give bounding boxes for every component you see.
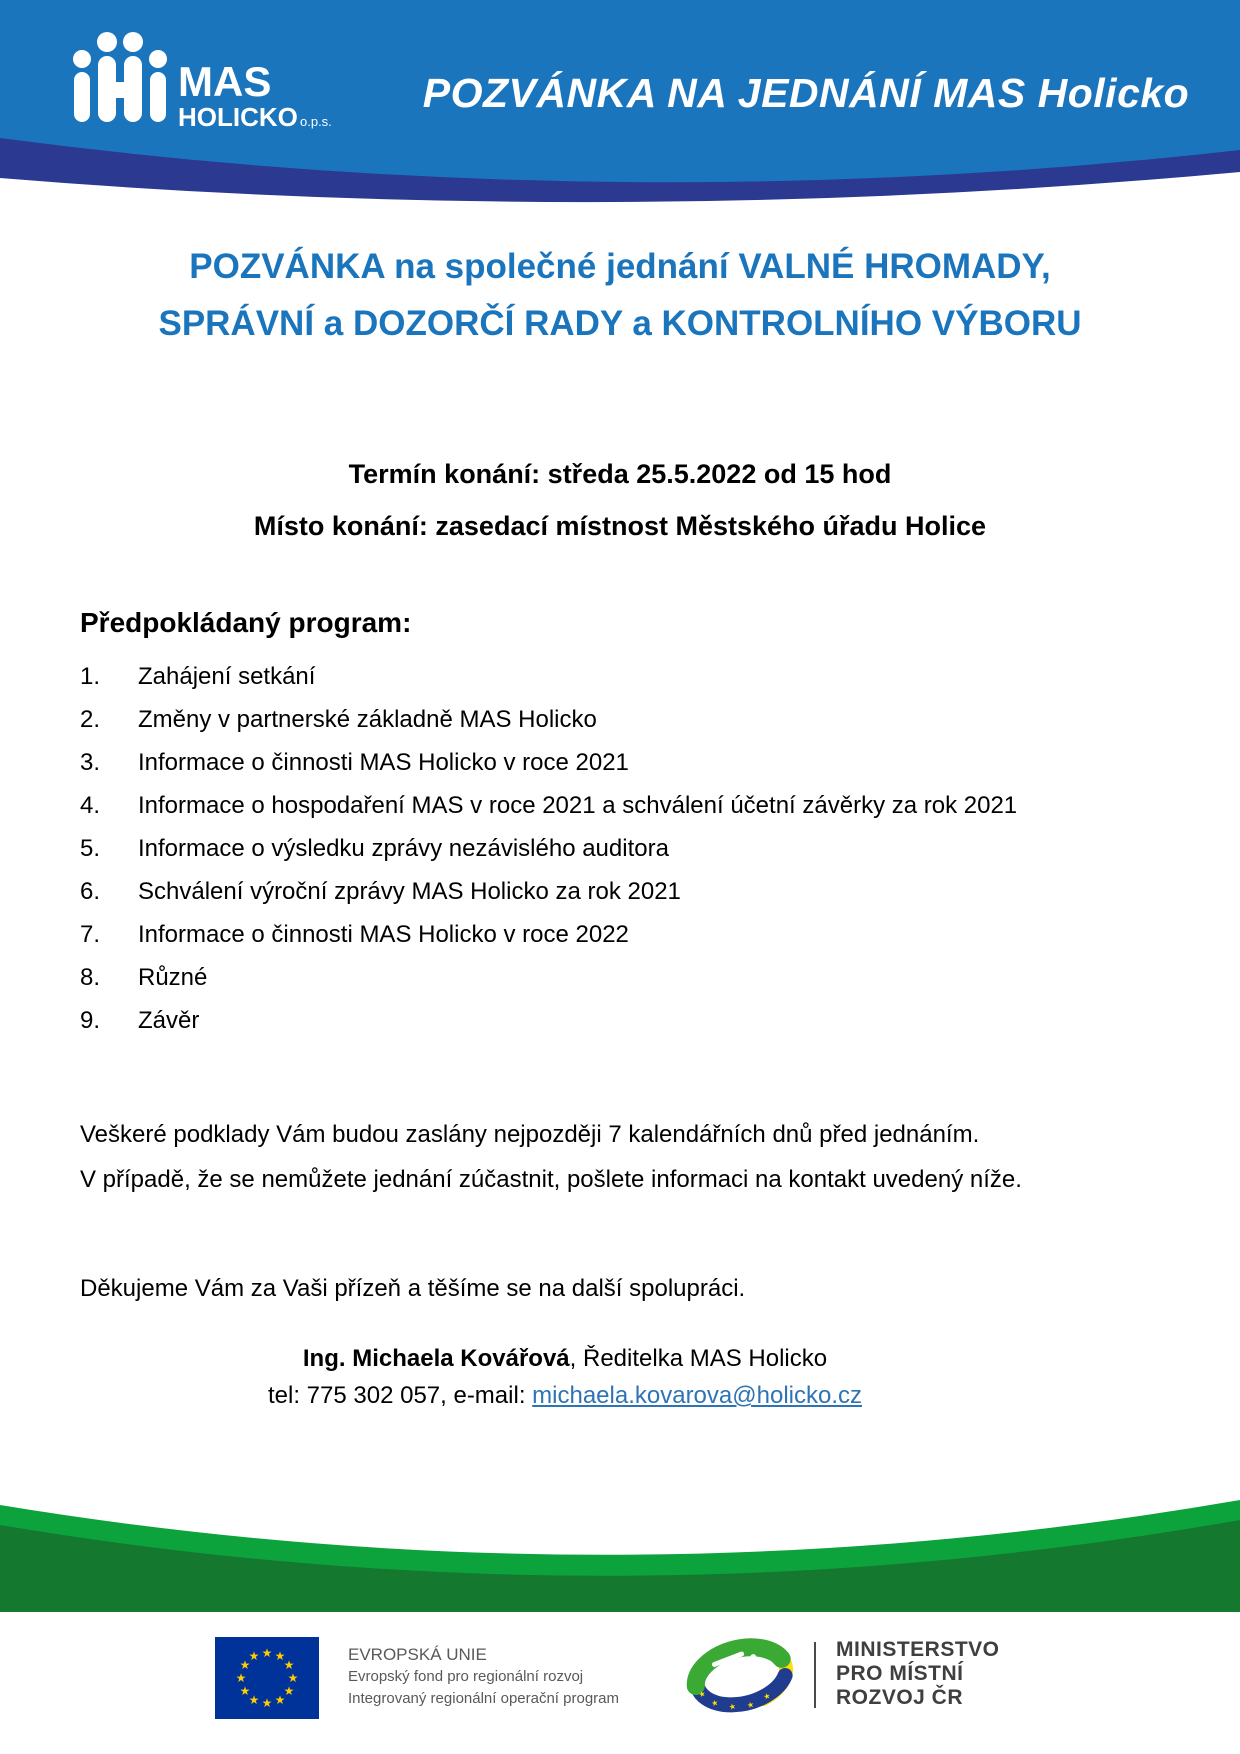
svg-text:★: ★ [248, 1693, 260, 1707]
eu-text-line3: Integrovaný regionální operační program [348, 1690, 619, 1707]
item-number: 5. [80, 835, 101, 862]
program-item [80, 920, 1190, 963]
footer-green-wave [0, 1498, 1240, 1615]
program-item [80, 963, 1190, 1006]
logo-text-ops: o.p.s. [300, 114, 332, 129]
item-text: Zahájení setkání [138, 663, 316, 690]
svg-text:★: ★ [274, 1649, 286, 1663]
program-item [80, 791, 1190, 834]
signature-role: , Ředitelka MAS Holicko [569, 1345, 828, 1372]
item-number: 1. [80, 663, 101, 690]
program-item [80, 662, 1190, 705]
signature-block [0, 1340, 1130, 1414]
people-figures-icon [73, 32, 167, 122]
program-item [80, 834, 1190, 877]
item-number: 3. [80, 749, 101, 776]
svg-text:★: ★ [239, 1658, 251, 1672]
item-number: 2. [80, 706, 101, 733]
svg-text:★: ★ [261, 1696, 273, 1710]
svg-text:★: ★ [248, 1649, 260, 1663]
logo-text-mas: MAS [178, 58, 272, 105]
item-number: 7. [80, 921, 101, 948]
eu-flag-icon [215, 1637, 319, 1719]
eu-funding-text [348, 1644, 619, 1710]
svg-text:★: ★ [239, 1684, 251, 1698]
paragraph-materials: Veškeré podklady Vám budou zaslány nejpozději 7 kalendářních dnů před jednáním. [80, 1121, 980, 1148]
eu-text-line1: EVROPSKÁ UNIE [348, 1645, 487, 1664]
mas-holicko-logo [72, 30, 402, 142]
meeting-place: Místo konání: zasedací místnost Městského úřadu Holice [253, 511, 987, 541]
footer-divider [814, 1642, 816, 1708]
item-text: Informace o činnosti MAS Holicko v roce 2022 [138, 921, 629, 948]
svg-text:★: ★ [287, 1671, 299, 1685]
svg-text:★: ★ [762, 1691, 772, 1702]
item-number: 6. [80, 878, 101, 905]
banner-title: POZVÁNKA NA JEDNÁNÍ MAS Holicko [422, 70, 1190, 116]
program-item [80, 705, 1190, 748]
ministry-logo-icon [686, 1632, 798, 1726]
svg-text:★: ★ [235, 1671, 247, 1685]
item-text: Informace o hospodaření MAS v roce 2021 a schválení účetní závěrky za rok 2021 [138, 792, 1018, 819]
item-text: Různé [138, 964, 208, 991]
invitation-title-line2: SPRÁVNÍ a DOZORČÍ RADY a KONTROLNÍHO VÝBORU [158, 304, 1082, 343]
signature-name: Ing. Michaela Kovářová [302, 1345, 570, 1372]
svg-text:★: ★ [710, 1697, 720, 1709]
item-text: Informace o činnosti MAS Holicko v roce 2021 [138, 749, 629, 776]
svg-text:★: ★ [283, 1658, 295, 1672]
item-text: Závěr [138, 1007, 200, 1034]
meeting-date: Termín konání: středa 25.5.2022 od 15 hod [348, 459, 892, 489]
item-text: Změny v partnerské základně MAS Holicko [138, 706, 597, 733]
program-list [80, 662, 1190, 1049]
svg-text:★: ★ [283, 1684, 295, 1698]
svg-text:★: ★ [745, 1699, 756, 1711]
paragraph-absence: V případě, že se nemůžete jednání zúčastnit, pošlete informaci na kontakt uvedený níže. [80, 1166, 1022, 1193]
item-number: 4. [80, 792, 101, 819]
program-item [80, 877, 1190, 920]
svg-text:★: ★ [261, 1646, 273, 1660]
contact-line [0, 1377, 1130, 1414]
ministry-line1: MINISTERSTVO [836, 1638, 1000, 1661]
ministry-text [836, 1638, 1000, 1710]
eu-text-line2: Evropský fond pro regionální rozvoj [348, 1668, 584, 1685]
invitation-title [40, 238, 1200, 352]
paragraph-thanks: Děkujeme Vám za Vaši přízeň a těšíme se na další spolupráci. [80, 1275, 746, 1302]
svg-text:★: ★ [697, 1688, 707, 1700]
svg-text:★: ★ [274, 1693, 286, 1707]
item-text: Schválení výroční zprávy MAS Holicko za rok 2021 [138, 878, 681, 905]
program-heading: Předpokládaný program: [80, 607, 412, 638]
ministry-line2: PRO MÍSTNÍ [836, 1662, 964, 1685]
svg-text:★: ★ [727, 1701, 738, 1713]
program-item [80, 1006, 1190, 1049]
invitation-title-line1: POZVÁNKA na společné jednání VALNÉ HROMADY, [189, 247, 1051, 286]
email-link[interactable]: michaela.kovarova@holicko.cz [532, 1382, 862, 1409]
item-text: Informace o výsledku zprávy nezávislého auditora [138, 835, 669, 862]
meeting-details [40, 448, 1200, 552]
signature-line [0, 1340, 1130, 1377]
contact-label: tel: 775 302 057, e-mail: [267, 1382, 533, 1409]
ministry-line3: ROZVOJ ČR [836, 1686, 964, 1709]
item-number: 8. [80, 964, 101, 991]
item-number: 9. [80, 1007, 101, 1034]
logo-text-holicko: HOLICKO [178, 102, 298, 132]
program-item [80, 748, 1190, 791]
